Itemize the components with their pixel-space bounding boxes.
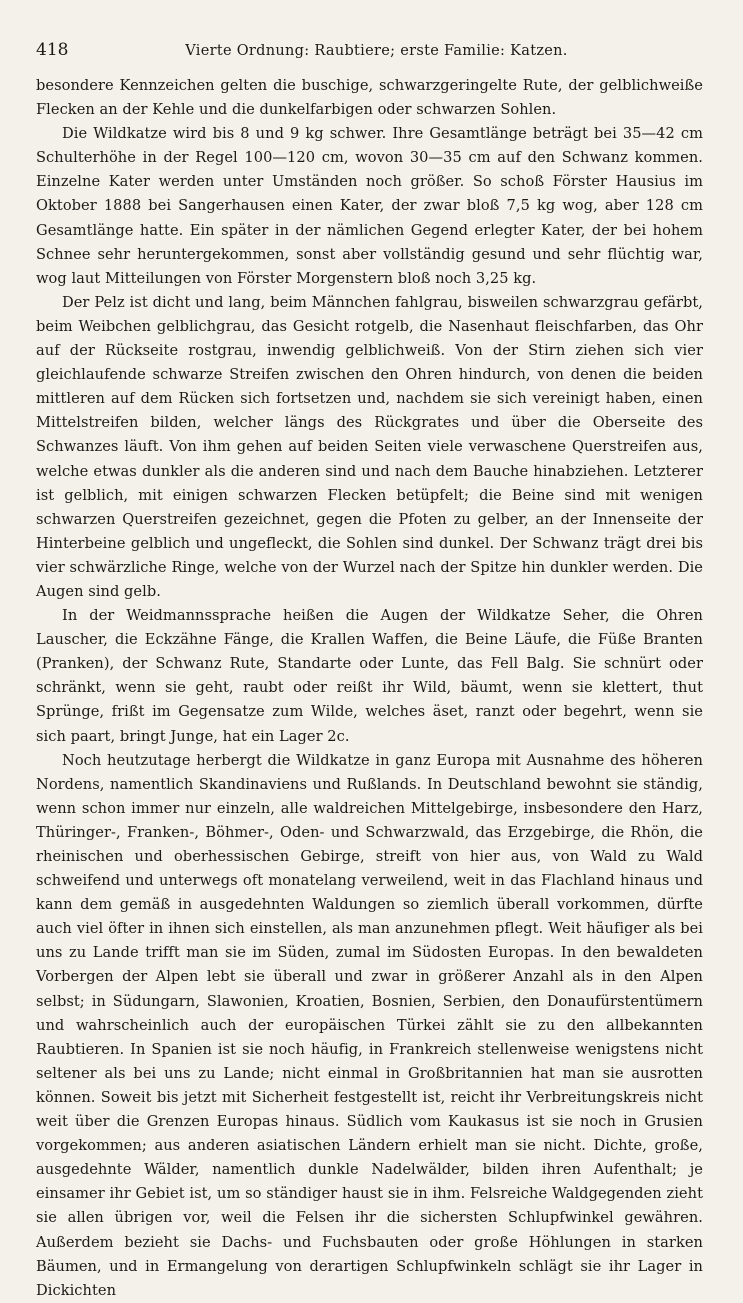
paragraph: In der Weidmannssprache heißen die Augen der Wildkatze Seher, die Ohren Lauscher, die Eckzähne Fänge, die Krallen Waffen, die Beine Läufe, die Füße Branten (Pranken), der Schwanz Rute, Standarte oder Lunte, das Fell Balg. Sie schnürt oder schränkt, wenn sie geht, raubt oder reißt ihr Wild, bäumt, wenn sie klettert, thut Sprünge, frißt im Gegensatze zum Wilde, welches äset, ranzt oder begehrt, wenn sie sich paart, bringt Junge, hat ein Lager 2c. <box>36 607 703 745</box>
page-number: 418 <box>36 40 69 60</box>
paragraph: Die Wildkatze wird bis 8 und 9 kg schwer. Ihre Gesamtlänge beträgt bei 35—42 cm Schulterhöhe in der Regel 100—120 cm, wovon 30—35 cm auf den Schwanz kommen. Einzelne Kater werden unter Umständen noch größer. So schoß Förster Hausius im Oktober 1888 bei Sangerhausen einen Kater, der zwar bloß 7,5 kg wog, aber 128 cm Gesamtlänge hatte. Ein später in der nämlichen Gegend erlegter Kater, der bei hohem Schnee sehr heruntergekommen, sonst aber vollständig gesund und sehr flüchtig war, wog laut Mitteilungen von Förster Morgenstern bloß noch 3,25 kg. <box>36 125 703 287</box>
paragraph: Der Pelz ist dicht und lang, beim Männchen fahlgrau, bisweilen schwarzgrau gefärbt, beim Weibchen gelblichgrau, das Gesicht rotgelb, die Nasenhaut fleischfarben, das Ohr auf der Rückseite rostgrau, inwendig gelblichweiß. Von der Stirn ziehen sich vier gleichlaufende schwarze Streifen zwischen den Ohren hindurch, von denen die beiden mittleren auf dem Rücken sich fortsetzen und, nachdem sie sich vereinigt haben, einen Mittelstreifen bilden, welcher längs des Rückgrates und über die Oberseite des Schwanzes läuft. Von ihm gehen auf beiden Seiten viele verwaschene Querstreifen aus, welche etwas dunkler als die anderen sind und nach dem Bauche hinabziehen. Letzterer ist gelblich, mit einigen schwarzen Flecken betüpfelt; die Beine sind mit wenigen schwarzen Querstreifen gezeichnet, gegen die Pfoten zu gelber, an der Innenseite der Hinterbeine gelblich und ungefleckt, die Sohlen sind dunkel. Der Schwanz trägt drei bis vier schwärzliche Ringe, welche von der Wurzel nach der Spitze hin dunkler werden. Die Augen sind gelb. <box>36 293 703 600</box>
running-head: Vierte Ordnung: Raubtiere; erste Familie: Katzen. <box>185 43 568 59</box>
paragraph: Noch heutzutage herbergt die Wildkatze in ganz Europa mit Ausnahme des höheren Nordens, namentlich Skandinaviens und Rußlands. In Deutschland bewohnt sie ständig, wenn schon immer nur einzeln, alle waldreichen Mittelgebirge, insbesondere den Harz, Thüringer-, Franken-, Böhmer-, Oden- und Schwarzwald, das Erzgebirge, die Rhön, die rheinischen und oberhessischen Gebirge, streift von hier aus, von Wald zu Wald schweifend und unterwegs oft monatelang verweilend, weit in das Flachland hinaus und kann dem gemäß in ausgedehnten Waldungen so ziemlich überall vorkommen, dürfte auch viel öfter in ihnen sich einstellen, als man anzunehmen pflegt. Weit häufiger als bei uns zu Lande trifft man sie im Süden, zumal im Südosten Europas. In den bewaldeten Vorbergen der Alpen lebt sie überall und zwar in größerer Anzahl als in den Alpen selbst; in Südungarn, Slawonien, Kroatien, Bosnien, Serbien, den Donaufürstentümern und wahrscheinlich auch der europäischen Türkei zählt sie zu den allbekannten Raubtieren. In Spanien ist sie noch häufig, in Frankreich stellenweise wenigstens nicht seltener als bei uns zu Lande; nicht einmal in Großbritannien hat man sie ausrotten können. Soweit bis jetzt mit Sicherheit festgestellt ist, reicht ihr Verbreitungskreis nicht weit über die Grenzen Europas hinaus. Südlich vom Kaukasus ist sie noch in Grusien vorgekommen; aus anderen asiatischen Ländern erhielt man sie nicht. Dichte, große, ausgedehnte Wälder, namentlich dunkle Nadelwälder, bilden ihren Aufenthalt; je einsamer ihr Gebiet ist, um so ständiger haust sie in ihm. Felsreiche Waldgegenden zieht sie allen übrigen vor, weil die Felsen ihr die sichersten Schlupfwinkel gewähren. Außerdem bezieht sie Dachs- und Fuchsbauten oder große Höhlungen in starken Bäumen, und in Ermangelung von derartigen Schlupfwinkeln schlägt sie ihr Lager in Dickichten <box>36 751 703 1299</box>
page-header <box>36 40 703 74</box>
body-text <box>36 74 703 1303</box>
paragraph: besondere Kennzeichen gelten die buschige, schwarzgeringelte Rute, der gelblichweiße Flecken an der Kehle und die dunkelfarbigen oder schwarzen Sohlen. <box>36 77 703 119</box>
